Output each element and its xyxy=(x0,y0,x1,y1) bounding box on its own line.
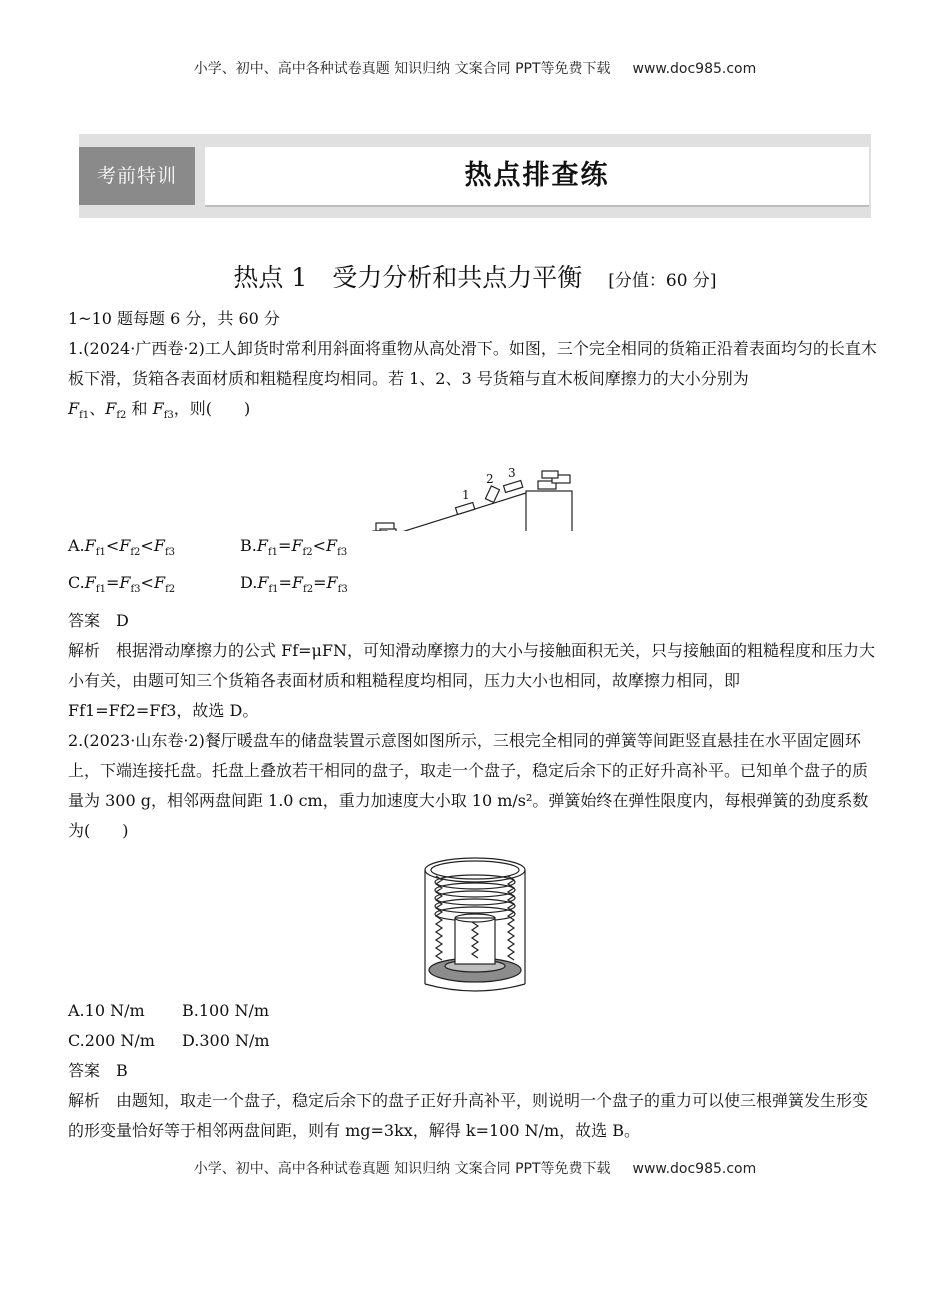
q2-stem: 2.(2023·山东卷·2)餐厅暖盘车的储盘装置示意图如图所示，三根完全相同的弹簧等间距竖直悬挂在水平固定圆环上，下端连接托盘。托盘上叠放若干相同的盘子，取走一个盘子，稳定后余下的正好升高补平。已知单个盘子的质量为 300 g，相邻两盘间距 1.0 cm，重力加速度大小取 10 m/s²。弹簧始终在弹性限度内，每根弹簧的劲度系数为( ) xyxy=(68,730,869,840)
section-heading: 热点 1 受力分析和共点力平衡 xyxy=(233,263,583,292)
q1-option-c[interactable]: $C.F_{f1}=F_{f3}<F_{f2}$ xyxy=(68,573,176,596)
q1-stem: 1.(2024·广西卷·2)工人卸货时常利用斜面将重物从高处滑下。如图，三个完全相同的货箱正沿着表面均匀的长直木板下滑，货箱各表面材质和粗糙程度均相同。若 1、2、3 号货箱与直木板间摩擦力的大小分别为 $F_{f1}$、$F_{f2}$ 和 $F_{f3}$，则( ) xyxy=(68,339,877,422)
q2-answer-value: B xyxy=(116,1060,128,1080)
header-text: 小学、初中、高中各种试卷真题 知识归纳 文案合同 PPT等免费下载 xyxy=(193,61,611,77)
box-label-3: 3 xyxy=(508,466,516,481)
q1-answer-label: 答案 xyxy=(68,610,101,630)
q2-answer-label: 答案 xyxy=(68,1060,101,1080)
box-3 xyxy=(504,481,523,493)
box-label-1: 1 xyxy=(462,488,470,503)
section-title xyxy=(0,258,950,294)
q1-stem-and: 和 xyxy=(131,399,148,418)
q2-analysis xyxy=(68,1086,880,1146)
q2-option-c[interactable]: C.200 N/m xyxy=(68,1030,155,1050)
section-banner xyxy=(79,134,871,218)
q1-analysis-text: 根据滑动摩擦力的公式 Ff=μFN，可知滑动摩擦力的大小与接触面积无关，只与接触面的粗糙程度和压力大小有关，由题可知三个货箱各表面材质和粗糙程度均相同，压力大小也相同，故摩擦力相同，即 xyxy=(68,640,876,690)
q1-analysis-label: 解析 xyxy=(68,640,101,660)
q1-answer-value: D xyxy=(116,610,129,630)
q2-analysis-text: 由题知，取走一个盘子，稳定后余下的盘子正好升高补平，则说明一个盘子的重力可以使三根弹簧发生形变的形变量恰好等于相邻两盘间距，则有 mg=3kx，解得 k=100 N/m，故选 B。 xyxy=(68,1090,869,1140)
plate-warmer-diagram xyxy=(68,846,880,996)
intro-text: 1~10 题每题 6 分，共 60 分 xyxy=(68,309,280,328)
q1-options-row-1 xyxy=(68,531,880,568)
q1-stem-tail: ，则( ) xyxy=(173,399,251,418)
q2-answer xyxy=(68,1056,880,1086)
q1-analysis xyxy=(68,636,880,726)
q1-analysis-end: Ff1=Ff2=Ff3，故选 D。 xyxy=(68,700,259,720)
q2-analysis-label: 解析 xyxy=(68,1090,101,1110)
question-content xyxy=(68,304,880,1146)
box-label-2: 2 xyxy=(486,472,494,487)
banner-title: 热点排查练 xyxy=(464,160,610,191)
q2-options-row-2 xyxy=(68,1026,880,1056)
q1-stem-text: 1.(2024·广西卷·2)工人卸货时常利用斜面将重物从高处滑下。如图，三个完全相同的货箱正沿着表面均匀的长直木板下滑，货箱各表面材质和粗糙程度均相同。若 1、2、3 号货箱与直木板间摩擦力的大小分别为 xyxy=(68,339,877,388)
footer-text: 小学、初中、高中各种试卷真题 知识归纳 文案合同 PPT等免费下载 xyxy=(193,1161,611,1177)
q2-figure xyxy=(68,846,880,996)
header-url[interactable]: www.doc985.com xyxy=(632,61,757,77)
footer-url[interactable]: www.doc985.com xyxy=(632,1161,757,1177)
q2-option-b[interactable]: B.100 N/m xyxy=(182,1000,270,1020)
incline-diagram xyxy=(68,431,880,531)
banner-tag: 考前特训 xyxy=(79,147,195,205)
q1-option-b[interactable]: $B.F_{f1}=F_{f2}<F_{f3}$ xyxy=(240,536,348,559)
q1-answer xyxy=(68,606,880,636)
box-1 xyxy=(456,503,475,515)
table-block xyxy=(526,491,572,531)
q2-option-d[interactable]: D.300 N/m xyxy=(182,1030,270,1050)
page-footer xyxy=(0,1158,950,1178)
box-2 xyxy=(485,486,499,502)
q2-options-row-1 xyxy=(68,996,880,1026)
q1-options-row-2 xyxy=(68,568,880,605)
section-score: [分值：60 分] xyxy=(608,271,717,291)
q1-option-a[interactable]: $A.F_{f1}<F_{f2}<F_{f3}$ xyxy=(68,536,176,559)
q1-figure xyxy=(68,431,880,531)
q1-option-d[interactable]: $D.F_{f1}=F_{f2}=F_{f3}$ xyxy=(240,573,348,596)
banner-title-box xyxy=(205,147,869,207)
top-box xyxy=(542,471,558,478)
page-header xyxy=(0,58,950,78)
q2-option-a[interactable]: A.10 N/m xyxy=(68,1000,145,1020)
